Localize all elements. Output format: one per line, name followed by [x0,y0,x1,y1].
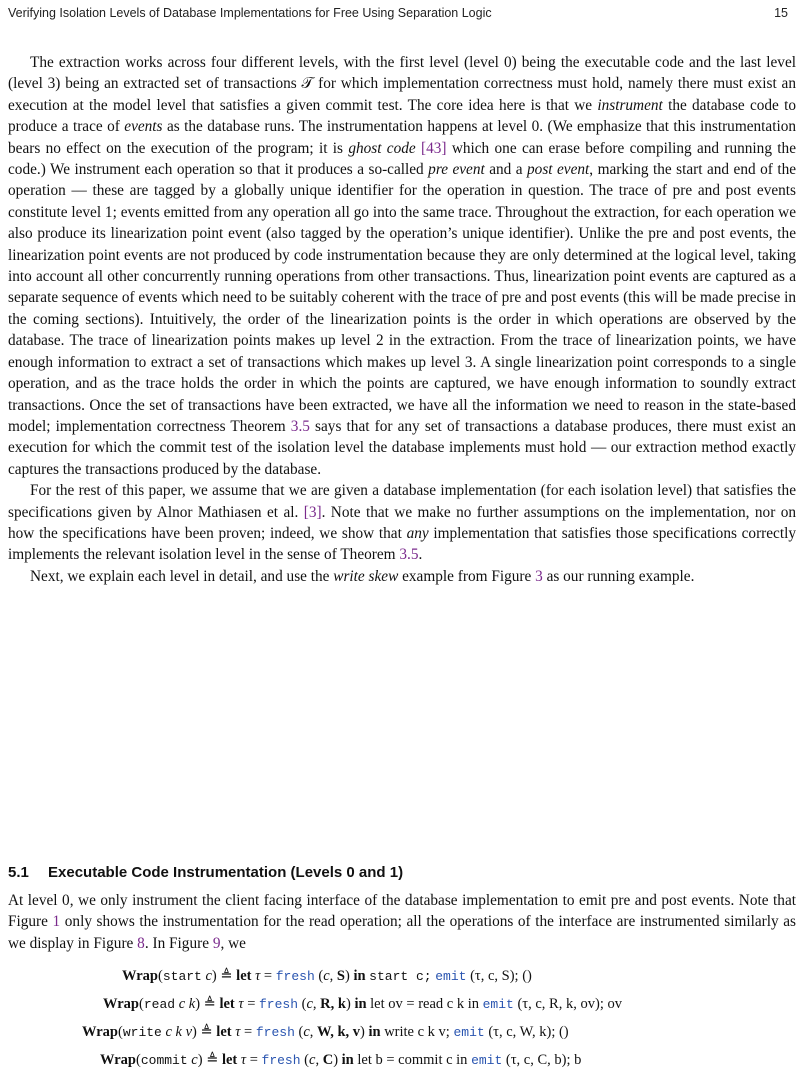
text-run: For the rest of this paper, we assume that we are given a database implementation (for each isolation level) that satisfies the specifications given by Alnor Mathiasen et al. [8,482,796,521]
op-args: c [191,1052,198,1068]
emit-function: emit [482,997,514,1012]
section-text [8,890,796,954]
text-run: the database code to produce a trace of [8,96,796,136]
text-run: as the database runs. The instrumentation happens at level 0. (We emphasize that this instrumentation bears no effect on the execution of the program; it is [8,118,796,157]
in-keyword: in [354,996,367,1012]
section-number: 5.1 [8,864,29,881]
op-args: c k [178,996,196,1012]
defeq-symbol: ≜ [220,968,233,984]
wrap-keyword: Wrap [100,1052,136,1068]
fresh-function: fresh [275,969,315,984]
text-run: says that for any set of transactions a database produces, there must exist an execution for which the commit test of the isolation level the database implements must hold — our extraction method exactly captures the transactions produced by the database. [8,417,797,478]
event-tag: S [336,968,345,984]
let-keyword: let [236,968,252,984]
figure-link-1[interactable]: 1 [52,913,61,931]
text-run: which one can erase before compiling and running the code.) We instrument each operation so that it produces a so-called [8,139,796,179]
return-value: ; b [566,1052,582,1068]
defeq-symbol: ≜ [203,996,216,1012]
text-run: At level 0, we only instrument the client facing interface of the database implementation to emit pre and post events. Note that Figure [8,892,796,931]
op-name: write [122,1025,162,1040]
def-wrap-start: Wrap(start c) ≜ let τ = fresh (c, S) in start c; emit (τ, c, S); () [122,968,532,984]
page-number: 15 [774,6,788,20]
in-keyword: in [368,1024,381,1040]
emit-args: (τ, c, W, k) [488,1024,552,1040]
op-args: c k v [165,1024,193,1040]
let-keyword: let [219,996,235,1012]
event-tag: R, k [320,996,346,1012]
emphasis-pre-event: pre event [428,161,485,179]
op-body: start c; [369,969,432,984]
fresh-function: fresh [261,1053,301,1068]
emit-args: (τ, c, R, k, ov) [517,996,600,1012]
def-wrap-commit: Wrap(commit c) ≜ let τ = fresh (c, C) in let b = commit c in emit (τ, c, C, b); b [100,1052,582,1068]
emphasis-write-skew: write skew [333,567,399,585]
figure-link-9[interactable]: 9 [212,934,221,952]
op-name: start [162,969,202,984]
text-run: . [418,546,423,564]
def-wrap-read: Wrap(read c k) ≜ let τ = fresh (c, R, k) in let ov = read c k in emit (τ, c, R, k, ov); ov [103,996,622,1012]
event-tag: C [322,1052,334,1068]
emit-function: emit [471,1053,503,1068]
figure-link-8[interactable]: 8 [137,934,145,952]
text-run: The extraction works across four different levels, with the first level (level 0) being the executable code and the last level (level 3) being an extracted set of transactions 𝒯 for which implementation correctness must hold, namely there must exist an execution at the model level that satisfies a given commit test. The core idea here is that we [8,54,796,114]
header-title: Verifying Isolation Levels of Database Implementations for Free Using Separation Logic [8,6,492,20]
op-body: let b = commit c in [357,1052,468,1068]
emphasis-post-event: post event [527,161,590,179]
return-value: ; () [551,1024,569,1040]
paragraph-running-example [8,566,796,587]
emit-args: (τ, c, C, b) [505,1052,567,1068]
theorem-link-3-5[interactable]: 3.5 [399,546,419,564]
op-name: commit [140,1053,188,1068]
section-title: Executable Code Instrumentation (Levels 0 and 1) [48,864,404,881]
text-run: Next, we explain each level in detail, and use the [30,567,334,585]
wrap-keyword: Wrap [103,996,139,1012]
let-keyword: let [216,1024,232,1040]
emphasis-ghost-code: ghost code [348,139,416,157]
main-text [8,52,796,587]
op-body: write c k v; [384,1024,450,1040]
defeq-symbol: ≜ [200,1024,213,1040]
emphasis-instrument: instrument [597,96,663,114]
theorem-link-3-5[interactable]: 3.5 [290,417,310,435]
emphasis-any: any [406,524,429,542]
text-run: example from Figure [398,567,536,585]
emit-function: emit [435,969,467,984]
emit-function: emit [453,1025,485,1040]
op-args: c [205,968,212,984]
citation-link-3[interactable]: [3] [303,503,322,521]
citation-link-43[interactable]: [43] [421,139,447,157]
paragraph-extraction-levels [8,52,796,480]
figure-link-3[interactable]: 3 [535,567,543,585]
fresh-function: fresh [259,997,299,1012]
text-run: , marking the start and end of the operation — these are tagged by a globally unique identifier for the operation in question. The trace of pre and post events constitute level 1; events emitted from any operation all go into the same trace. Throughout the extraction, for each operation we also produce its linearization point event (also tagged by the operation’s unique identifier). Unlike the pre and post events, the linearization point events are not produced by code instrumentation because they are only determined at the logical level, taking into account all other concurrently running operations from other transactions. Thus, linearization point events are captured as a separate sequence of events which need to be suitably coherent with the trace of pre and post events (this will be made precise in the coming sections). Intuitively, the order of the linearization points is the order in which operations are observed by the database. The trace of linearization points makes up level 2 in the extraction. From the trace of linearization points, we have enough information to extract a set of transactions which makes up level 3. A single linearization point corresponds to a single operation, and as the trace holds the order in which the points are captured, we have enough information to soundly extract transactions. Once the set of transactions have been extracted, we have all the information we need to reason in the state-based model; implementation correctness Theorem [8,161,797,435]
op-name: read [143,997,176,1012]
text-run: only shows the instrumentation for the read operation; all the operations of the interface are instrumented similarly as we display in Figure [8,913,797,952]
defeq-symbol: ≜ [206,1052,219,1068]
section-heading [8,864,796,881]
def-wrap-write: Wrap(write c k v) ≜ let τ = fresh (c, W, k, v) in write c k v; emit (τ, c, W, k); () [82,1024,569,1040]
event-tag: W, k, v [317,1024,361,1040]
return-value: ; ov [599,996,622,1012]
paragraph-level-0 [8,890,796,954]
return-value: ; () [514,968,532,984]
paragraph-assumptions [8,480,796,566]
text-run: , we [220,934,246,952]
in-keyword: in [341,1052,354,1068]
text-run: . Note that we make no further assumptions on the implementation, nor on how the specifications have been proven; indeed, we show that [8,503,796,542]
wrap-keyword: Wrap [122,968,158,984]
in-keyword: in [353,968,366,984]
text-run: . In Figure [144,934,213,952]
emphasis-events: events [124,118,163,136]
running-header [8,4,788,24]
text-run: and a [484,161,528,179]
fresh-function: fresh [255,1025,295,1040]
text-run: as our running example. [542,567,695,585]
let-keyword: let [221,1052,238,1068]
wrap-keyword: Wrap [82,1024,118,1040]
emit-args: (τ, c, S) [470,968,515,984]
text-run: implementation that satisfies those specifications correctly implements the relevant isolation level in the sense of Theorem [8,524,796,564]
op-body: let ov = read c k in [370,996,479,1012]
